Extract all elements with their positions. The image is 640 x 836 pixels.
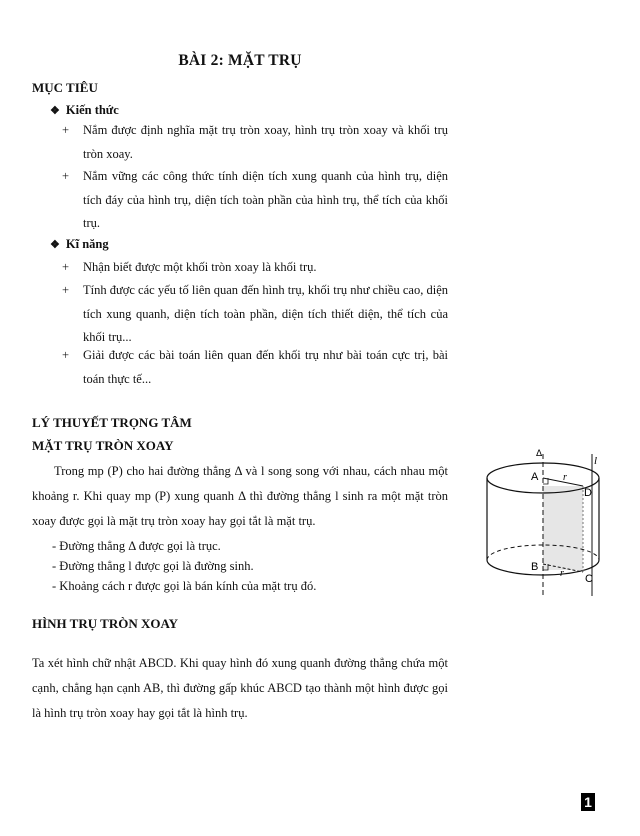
- knowledge-subheading: [50, 103, 119, 118]
- objectives-heading: MỤC TIÊU: [32, 80, 98, 95]
- label-C: C: [585, 573, 593, 585]
- page-number: 1: [581, 793, 595, 811]
- plus-bullet-icon: +: [62, 260, 70, 274]
- definition-radius: - Khoảng cách r được gọi là bán kính của mặt trụ đó.: [52, 579, 317, 593]
- diamond-bullet-icon: ❖: [50, 105, 60, 117]
- plus-bullet-icon: +: [62, 123, 70, 137]
- list-item: [62, 165, 448, 236]
- label-r-bottom: r: [560, 568, 564, 579]
- plus-bullet-icon: +: [62, 348, 70, 362]
- label-D: D: [584, 487, 592, 499]
- skills-label: Kĩ năng: [65, 237, 109, 251]
- list-item-text: Nhận biết được một khối tròn xoay là khối trụ.: [83, 260, 317, 274]
- list-item: [62, 119, 448, 166]
- skills-subheading: [50, 237, 109, 252]
- label-l: l: [594, 455, 598, 467]
- list-item-text: Nắm vững các công thức tính diện tích xung quanh của hình trụ, diện tích đáy của hình trụ, diện tích toàn phần của hình trụ, thể tích của khối trụ.: [83, 169, 448, 230]
- cylinder-paragraph: Ta xét hình chữ nhật ABCD. Khi quay hình đó xung quanh đường thẳng chứa một cạnh, chẳng hạn cạnh AB, thì đường gấp khúc ABCD tạo thành một hình được gọi là hình trụ tròn xoay hay gọi tắt là hình trụ.: [32, 656, 448, 720]
- plus-bullet-icon: +: [62, 283, 70, 297]
- cylinder-surface-paragraph: Trong mp (P) cho hai đường thẳng Δ và l song song với nhau, cách nhau một khoảng r. Khi quay mp (P) xung quanh Δ thì đường thẳng l sinh ra một mặt tròn xoay được gọi là mặt trụ tròn xoay hay gọi tắt là mặt trụ.: [32, 464, 448, 528]
- theory-heading: LÝ THUYẾT TRỌNG TÂM: [32, 415, 192, 430]
- definition-axis: - Đường thẳng Δ được gọi là trục.: [52, 539, 221, 553]
- label-delta: Δ: [536, 449, 543, 459]
- diamond-bullet-icon: ❖: [50, 239, 60, 251]
- page-title: BÀI 2: MẶT TRỤ: [178, 52, 302, 69]
- plus-bullet-icon: +: [62, 169, 70, 183]
- list-item-text: Tính được các yếu tố liên quan đến hình trụ, khối trụ như chiều cao, diện tích xung quanh, diện tích toàn phần, diện tích thiết diện, thể tích của khối trụ...: [83, 283, 448, 344]
- list-item-text: Giải được các bài toán liên quan đến khối trụ như bài toán cực trị, bài toán thực tế...: [83, 348, 448, 386]
- label-A: A: [531, 471, 539, 483]
- cylinder-figure: [480, 446, 610, 596]
- list-item: [62, 279, 448, 350]
- list-item: [62, 256, 448, 280]
- section-rectangle-fill: [543, 486, 583, 570]
- list-item: [62, 344, 448, 391]
- label-r-top: r: [563, 472, 567, 483]
- definition-generatrix: - Đường thẳng l được gọi là đường sinh.: [52, 559, 254, 573]
- label-B: B: [531, 561, 539, 573]
- knowledge-label: Kiến thức: [65, 103, 119, 117]
- cylinder-surface-heading: MẶT TRỤ TRÒN XOAY: [32, 438, 174, 453]
- cylinder-heading: HÌNH TRỤ TRÒN XOAY: [32, 616, 179, 631]
- list-item-text: Nắm được định nghĩa mặt trụ tròn xoay, hình trụ tròn xoay và khối trụ tròn xoay.: [83, 123, 448, 161]
